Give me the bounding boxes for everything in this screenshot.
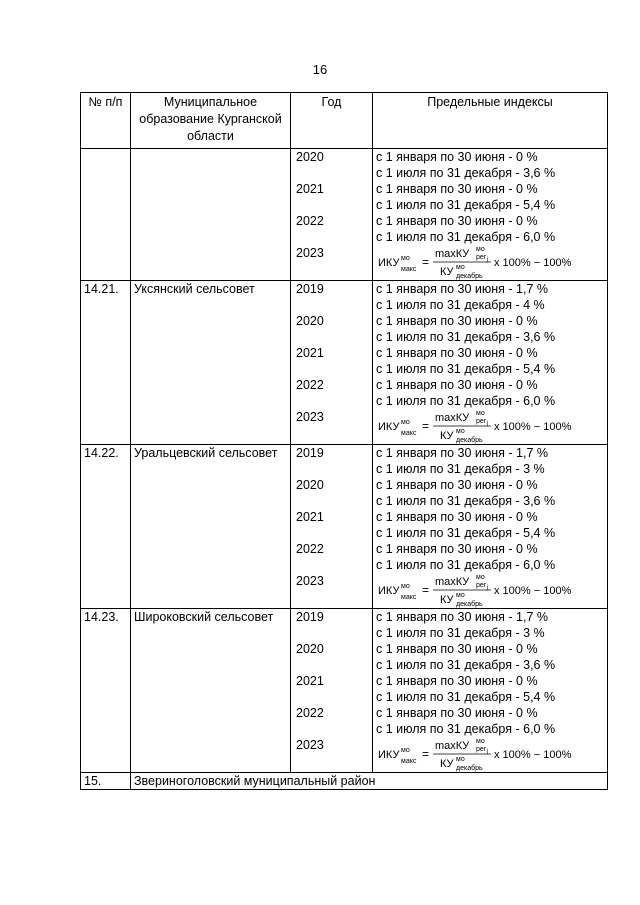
formula-num: maxКУ [435, 412, 470, 424]
index-range: с 1 января по 30 июня - 0 % [376, 642, 538, 656]
formula-den-sub: декабрь [456, 765, 483, 772]
year-value: 2020 [296, 314, 324, 328]
year-value: 2019 [296, 446, 324, 460]
formula-num: maxКУ [435, 248, 470, 260]
year-value: 2023 [296, 574, 324, 588]
index-range: с 1 июля по 31 декабря - 3 % [376, 626, 545, 640]
row-municipality: Уксянский сельсовет [131, 281, 291, 445]
formula-den: КУ [440, 430, 454, 442]
table-row [81, 609, 608, 773]
formula-den: КУ [440, 594, 454, 606]
formula-den-sup: мо [456, 428, 465, 435]
formula-num: maxКУ [435, 576, 470, 588]
row-indices [373, 445, 608, 609]
index-range: с 1 января по 30 июня - 0 % [376, 542, 538, 556]
formula-den-sub: декабрь [456, 437, 483, 444]
formula-icon [378, 573, 603, 608]
formula-tail: x 100% − 100% [494, 257, 572, 269]
year-value: 2021 [296, 510, 324, 524]
year-value: 2022 [296, 706, 324, 720]
page-number: 16 [312, 62, 328, 77]
formula-num-sup: мо [476, 738, 485, 745]
formula-icon [378, 737, 603, 772]
formula-lhs-sup: мо [401, 255, 410, 262]
formula-num-sub: рег [476, 746, 487, 753]
index-range: с 1 января по 30 июня - 1,7 % [376, 282, 548, 296]
formula-den-sup: мо [456, 264, 465, 271]
row-municipality: Уральцевский сельсовет [131, 445, 291, 609]
formula-lhs-sub: макс [401, 758, 417, 765]
index-range: с 1 января по 30 июня - 0 % [376, 378, 538, 392]
year-value: 2022 [296, 378, 324, 392]
formula-eq: = [422, 419, 430, 433]
formula-tail: x 100% − 100% [494, 585, 572, 597]
formula-tail: x 100% − 100% [494, 749, 572, 761]
formula [376, 737, 604, 772]
index-range: с 1 июля по 31 декабря - 6,0 % [376, 230, 556, 244]
district-name: Звериноголовский муниципальный район [131, 773, 608, 790]
index-range: с 1 января по 30 июня - 0 % [376, 706, 538, 720]
index-range: с 1 июля по 31 декабря - 3 % [376, 462, 545, 476]
year-value: 2020 [296, 642, 324, 656]
year-value: 2022 [296, 214, 324, 228]
row-municipality [131, 149, 291, 281]
formula-num-sub2: j [487, 257, 489, 263]
row-number: 14.21. [81, 281, 131, 445]
formula-lhs-sup: мо [401, 419, 410, 426]
index-range: с 1 января по 30 июня - 0 % [376, 674, 538, 688]
formula-den-sup: мо [456, 756, 465, 763]
formula-eq: = [422, 747, 430, 761]
formula [376, 573, 604, 608]
formula-den-sub: декабрь [456, 273, 483, 280]
district-row [81, 773, 608, 790]
formula-num-sub2: j [487, 421, 489, 427]
index-range: с 1 января по 30 июня - 0 % [376, 182, 538, 196]
limit-indices-table [80, 92, 608, 790]
year-value: 2019 [296, 610, 324, 624]
continuation-row [81, 149, 608, 281]
formula-num-sup: мо [476, 574, 485, 581]
table-row [81, 281, 608, 445]
row-number: 14.22. [81, 445, 131, 609]
formula-lhs: ИКУ [378, 585, 400, 597]
index-range: с 1 июля по 31 декабря - 6,0 % [376, 558, 556, 572]
index-range: с 1 января по 30 июня - 0 % [376, 150, 538, 164]
year-value: 2020 [296, 150, 324, 164]
index-range: с 1 июля по 31 декабря - 5,4 % [376, 690, 556, 704]
formula-lhs: ИКУ [378, 421, 400, 433]
header-year: Год [291, 93, 373, 149]
formula-lhs-sup: мо [401, 583, 410, 590]
index-range: с 1 июля по 31 декабря - 5,4 % [376, 198, 556, 212]
header-municipality: Муниципальное образование Курганской области [131, 93, 291, 149]
index-range: с 1 января по 30 июня - 1,7 % [376, 610, 548, 624]
formula-den-sup: мо [456, 592, 465, 599]
formula-num: maxКУ [435, 740, 470, 752]
row-years [291, 445, 373, 609]
formula-num-sub: рег [476, 418, 487, 425]
index-range: с 1 января по 30 июня - 0 % [376, 214, 538, 228]
formula-eq: = [422, 583, 430, 597]
index-range: с 1 июля по 31 декабря - 3,6 % [376, 330, 556, 344]
index-range: с 1 июля по 31 декабря - 3,6 % [376, 166, 556, 180]
year-value: 2019 [296, 282, 324, 296]
row-years [291, 281, 373, 445]
row-indices [373, 609, 608, 773]
row-years [291, 149, 373, 281]
table-header-row [81, 93, 608, 149]
row-number: 14.23. [81, 609, 131, 773]
row-indices [373, 149, 608, 281]
year-value: 2021 [296, 674, 324, 688]
index-range: с 1 января по 30 июня - 1,7 % [376, 446, 548, 460]
year-value: 2020 [296, 478, 324, 492]
formula-lhs-sub: макс [401, 266, 417, 273]
formula-num-sub2: j [487, 585, 489, 591]
formula-tail: x 100% − 100% [494, 421, 572, 433]
formula [376, 245, 604, 280]
index-range: с 1 января по 30 июня - 0 % [376, 510, 538, 524]
index-range: с 1 июля по 31 декабря - 3,6 % [376, 494, 556, 508]
row-indices [373, 281, 608, 445]
table-body [81, 149, 608, 790]
index-range: с 1 июля по 31 декабря - 3,6 % [376, 658, 556, 672]
table-row [81, 445, 608, 609]
formula-lhs-sub: макс [401, 594, 417, 601]
formula-den: КУ [440, 758, 454, 770]
header-number: № п/п [81, 93, 131, 149]
header-indices: Предельные индексы [373, 93, 608, 149]
formula-den: КУ [440, 266, 454, 278]
index-range: с 1 января по 30 июня - 0 % [376, 346, 538, 360]
formula-num-sub2: j [487, 749, 489, 755]
year-value: 2021 [296, 182, 324, 196]
index-range: с 1 июля по 31 декабря - 4 % [376, 298, 545, 312]
year-value: 2022 [296, 542, 324, 556]
formula-den-sub: декабрь [456, 601, 483, 608]
formula-lhs: ИКУ [378, 749, 400, 761]
formula [376, 409, 604, 444]
index-range: с 1 июля по 31 декабря - 5,4 % [376, 362, 556, 376]
index-range: с 1 июля по 31 декабря - 5,4 % [376, 526, 556, 540]
index-range: с 1 июля по 31 декабря - 6,0 % [376, 722, 556, 736]
district-number: 15. [81, 773, 131, 790]
formula-icon [378, 245, 603, 280]
year-value: 2023 [296, 246, 324, 260]
row-municipality: Широковский сельсовет [131, 609, 291, 773]
year-value: 2023 [296, 738, 324, 752]
formula-lhs-sub: макс [401, 430, 417, 437]
formula-num-sub: рег [476, 254, 487, 261]
formula-lhs: ИКУ [378, 257, 400, 269]
formula-num-sup: мо [476, 410, 485, 417]
index-range: с 1 января по 30 июня - 0 % [376, 314, 538, 328]
row-years [291, 609, 373, 773]
index-range: с 1 января по 30 июня - 0 % [376, 478, 538, 492]
index-range: с 1 июля по 31 декабря - 6,0 % [376, 394, 556, 408]
formula-lhs-sup: мо [401, 747, 410, 754]
year-value: 2023 [296, 410, 324, 424]
formula-icon [378, 409, 603, 444]
formula-num-sub: рег [476, 582, 487, 589]
formula-num-sup: мо [476, 246, 485, 253]
year-value: 2021 [296, 346, 324, 360]
formula-eq: = [422, 255, 430, 269]
row-number [81, 149, 131, 281]
